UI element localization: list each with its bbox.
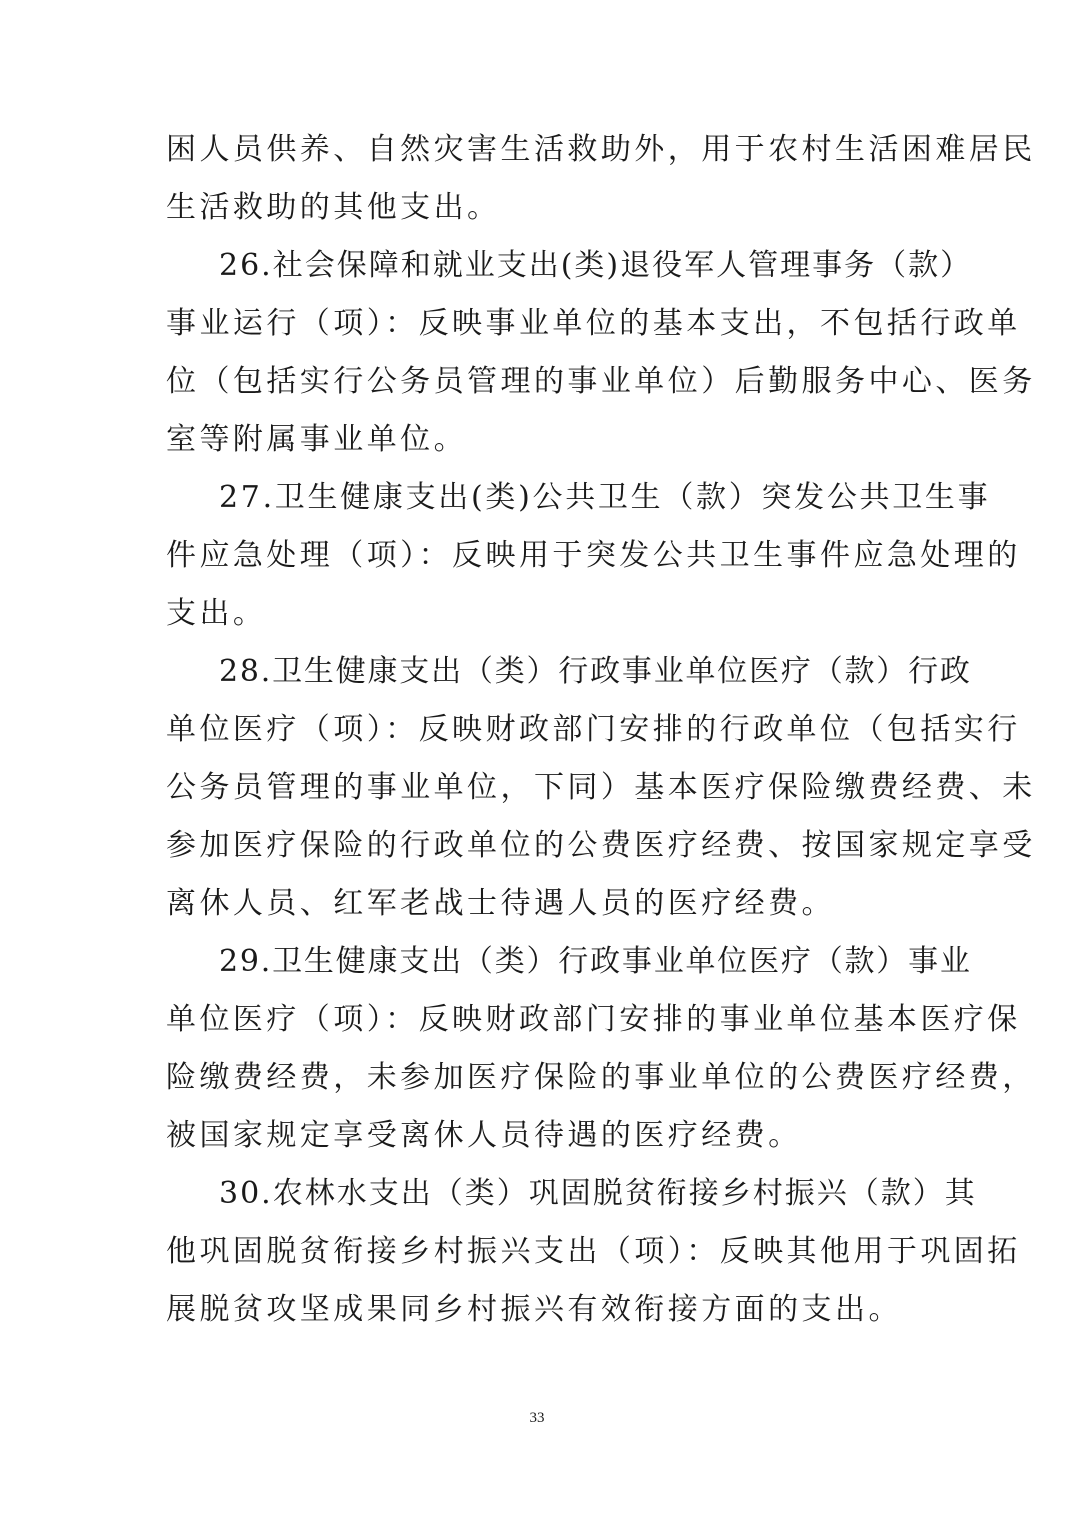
text-line: 单位医疗（项）：反映财政部门安排的事业单位基本医疗保 [166,1002,1021,1037]
text-line: 26.社会保障和就业支出(类)退役军人管理事务（款） [219,248,973,283]
text-line: 件应急处理（项）：反映用于突发公共卫生事件应急处理的 [166,538,1021,573]
text-line: 困人员供养、自然灾害生活救助外，用于农村生活困难居民 [166,132,1036,167]
text-line: 29.卫生健康支出（类）行政事业单位医疗（款）事业 [219,944,972,979]
text-line: 单位医疗（项）：反映财政部门安排的行政单位（包括实行 [166,712,1021,747]
text-line: 30.农林水支出（类）巩固脱贫衔接乡村振兴（款）其 [219,1176,977,1211]
text-line: 公务员管理的事业单位，下同）基本医疗保险缴费经费、未 [166,770,1036,805]
text-line: 险缴费经费，未参加医疗保险的事业单位的公费医疗经费， [166,1060,1036,1095]
text-line: 28.卫生健康支出（类）行政事业单位医疗（款）行政 [219,654,972,689]
page-number: 33 [529,1410,545,1426]
text-line: 参加医疗保险的行政单位的公费医疗经费、按国家规定享受 [166,828,1036,863]
text-line: 位（包括实行公务员管理的事业单位）后勤服务中心、医务 [166,364,1036,399]
text-line: 事业运行（项）：反映事业单位的基本支出，不包括行政单 [166,306,1021,341]
text-line: 展脱贫攻坚成果同乡村振兴有效衔接方面的支出。 [166,1292,902,1327]
text-line: 被国家规定享受离休人员待遇的医疗经费。 [166,1118,802,1153]
text-line: 生活救助的其他支出。 [166,190,501,225]
text-line: 他巩固脱贫衔接乡村振兴支出（项）：反映其他用于巩固拓 [166,1234,1021,1269]
text-line: 支出。 [166,596,267,631]
text-line: 室等附属事业单位。 [166,422,468,457]
text-line: 离休人员、红军老战士待遇人员的医疗经费。 [166,886,835,921]
text-line: 27.卫生健康支出(类)公共卫生（款）突发公共卫生事 [219,480,991,515]
